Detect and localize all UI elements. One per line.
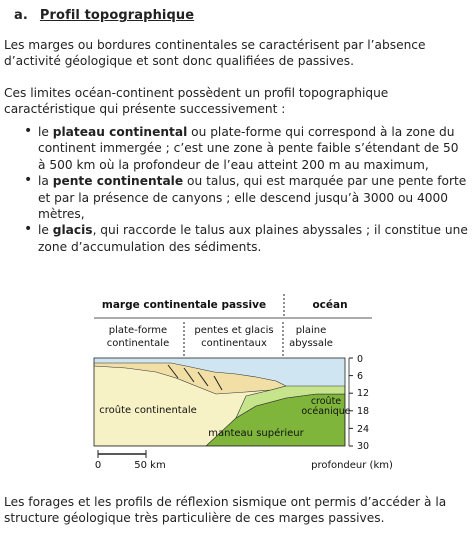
zone-plaine-line2: abyssale xyxy=(289,338,333,349)
term-pente: pente continentale xyxy=(52,174,184,189)
label-oceanic-crust-2: océanique xyxy=(301,406,351,417)
depth-tick-18: 18 xyxy=(357,406,370,417)
label-continental-crust: croûte continentale xyxy=(99,405,197,416)
zone-plateforme-line1: plate-forme xyxy=(108,325,168,336)
depth-axis-label: profondeur (km) xyxy=(311,460,393,471)
depth-tick-30: 30 xyxy=(357,441,370,452)
bullet-plateau: • le plateau continental ou plate-forme qui correspond à la zone du continent immergée ; c’est une zone à pente faible s’étendant de 50 à 500 km où la profondeur de l’eau atteint 200 m au maximum, xyxy=(16,124,468,173)
zone-plateforme-line2: continentale xyxy=(106,338,170,349)
zone-pentes-line1: pentes et glacis xyxy=(194,325,274,336)
bullet-pente: • la pente continentale ou talus, qui est marquée par une pente forte et par la présence de canyons ; elle descend jusqu’à 3000 ou 4000 mètres, xyxy=(16,173,468,222)
passive-margin-diagram xyxy=(86,286,398,474)
depth-ticks xyxy=(349,358,353,446)
zone-plaine-line1: plaine xyxy=(295,325,327,336)
label-upper-mantle: manteau supérieur xyxy=(208,428,304,439)
term-glacis: glacis xyxy=(52,223,93,238)
section-heading: Profil topographique xyxy=(39,8,195,23)
header-ocean: océan xyxy=(312,299,348,311)
bullet-list xyxy=(16,124,468,255)
bullet-glacis: • le glacis, qui raccorde le talus aux plaines abyssales ; il constitue une zone d’accumulation des sédiments. xyxy=(16,222,468,255)
scale-label-50km: 50 km xyxy=(134,460,166,471)
outro-paragraph: Les forages et les profils de réflexion sismique ont permis d’accéder à la structure géologique très particulière de ces marges passives. xyxy=(4,495,447,526)
section-title xyxy=(14,8,194,23)
label-oceanic-crust-1: croûte xyxy=(310,396,342,407)
term-plateau: plateau continental xyxy=(52,125,188,139)
header-passive-margin: marge continentale passive xyxy=(101,299,267,311)
section-number: a. xyxy=(14,8,28,23)
zone-pentes-line2: continentaux xyxy=(201,338,267,349)
depth-tick-24: 24 xyxy=(357,424,370,435)
intro-paragraph-1: Les marges ou bordures continentales se caractérisent par l’absence d’activité géologique et sont donc qualifiées de passives. xyxy=(4,38,426,69)
intro-paragraph-2: Ces limites océan-continent possèdent un profil topographique caractéristique qui présente successivement : xyxy=(4,86,389,117)
depth-tick-0: 0 xyxy=(357,354,364,365)
depth-tick-12: 12 xyxy=(357,388,370,399)
scale-label-0: 0 xyxy=(94,460,102,471)
depth-tick-6: 6 xyxy=(357,371,364,382)
